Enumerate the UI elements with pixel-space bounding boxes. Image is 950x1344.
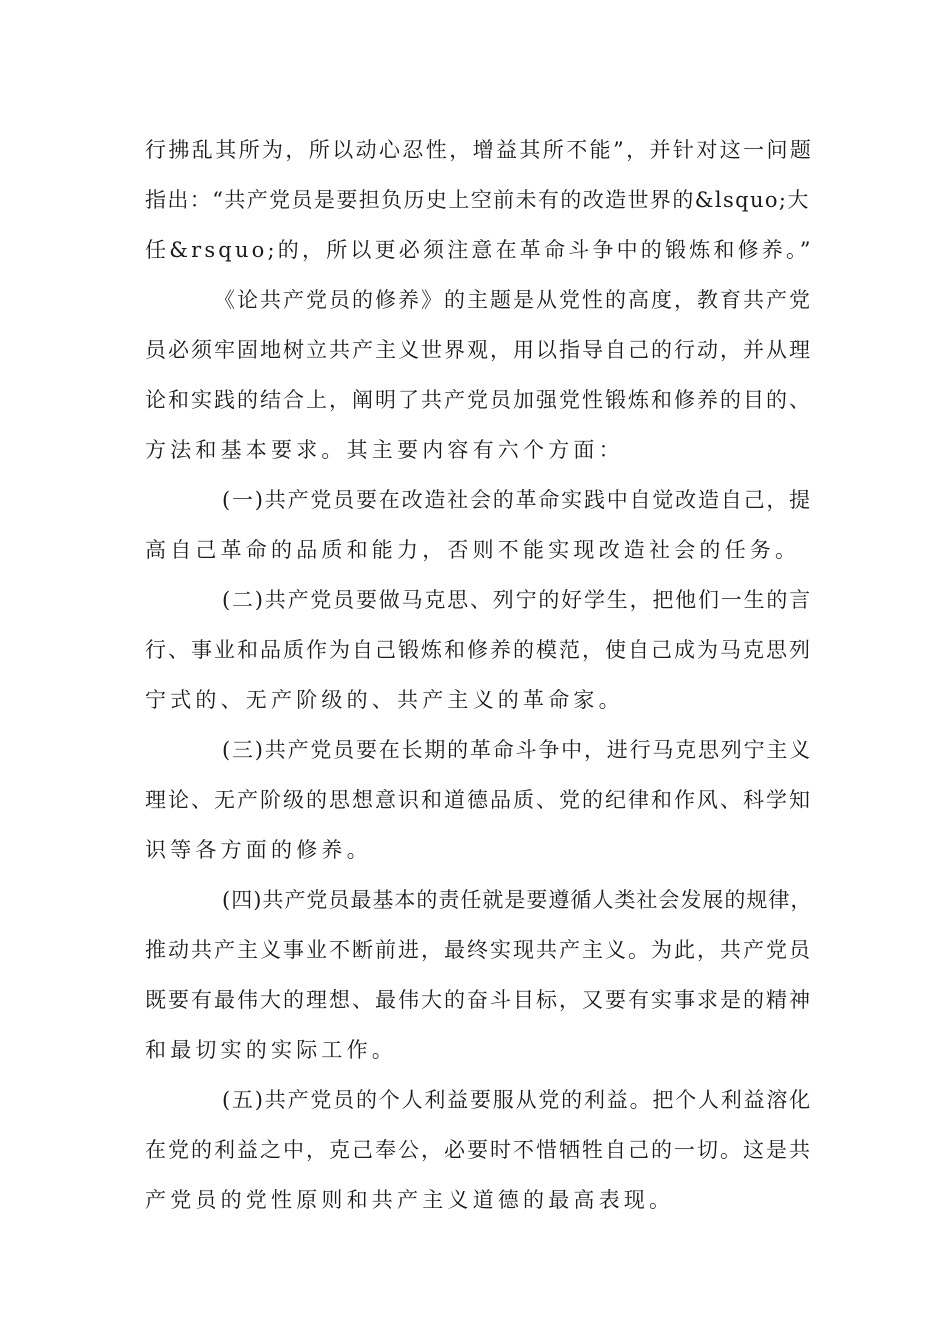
text-line: 既要有最伟大的理想、最伟大的奋斗目标，又要有实事求是的精神 <box>145 988 812 1012</box>
text-line: 任&rsquo;的，所以更必须注意在革命斗争中的锻炼和修养。” <box>145 238 814 262</box>
text-line: 宁式的、无产阶级的、共产主义的革命家。 <box>145 688 624 712</box>
text-line: 论和实践的结合上，阐明了共产党员加强党性锻炼和修养的目的、 <box>145 388 812 412</box>
list-item-first-line: (四)共产党员最基本的责任就是要遵循人类社会发展的规律， <box>222 888 813 912</box>
text-line: 推动共产主义事业不断前进，最终实现共产主义。为此，共产党员 <box>145 938 812 962</box>
text-line: 行拂乱其所为，所以动心忍性，增益其所不能”，并针对这一问题 <box>145 138 814 162</box>
text-line: 方法和基本要求。其主要内容有六个方面： <box>145 438 624 462</box>
text-line: 和最切实的实际工作。 <box>145 1038 397 1062</box>
text-line: 员必须牢固地树立共产主义世界观，用以指导自己的行动，并从理 <box>145 338 812 362</box>
text-line: 在党的利益之中，克己奉公，必要时不惜牺牲自己的一切。这是共 <box>145 1138 812 1162</box>
text-line: 产党员的党性原则和共产主义道德的最高表现。 <box>145 1188 675 1212</box>
text-line: 理论、无产阶级的思想意识和道德品质、党的纪律和作风、科学知 <box>145 788 812 812</box>
text-line: 高自己革命的品质和能力，否则不能实现改造社会的任务。 <box>145 538 801 562</box>
list-item-first-line: (二)共产党员要做马克思、列宁的好学生，把他们一生的言 <box>222 588 812 612</box>
paragraph-first-line: 《论共产党员的修养》的主题是从党性的高度，教育共产党 <box>214 288 812 312</box>
text-line: 识等各方面的修养。 <box>145 838 372 862</box>
text-line: 指出：“共产党员是要担负历史上空前未有的改造世界的&lsquo;大 <box>145 188 810 212</box>
list-item-first-line: (三)共产党员要在长期的革命斗争中，进行马克思列宁主义 <box>222 738 812 762</box>
list-item-first-line: (一)共产党员要在改造社会的革命实践中自觉改造自己，提 <box>222 488 812 512</box>
list-item-first-line: (五)共产党员的个人利益要服从党的利益。把个人利益溶化 <box>222 1088 812 1112</box>
text-line: 行、事业和品质作为自己锻炼和修养的模范，使自己成为马克思列 <box>145 638 812 662</box>
